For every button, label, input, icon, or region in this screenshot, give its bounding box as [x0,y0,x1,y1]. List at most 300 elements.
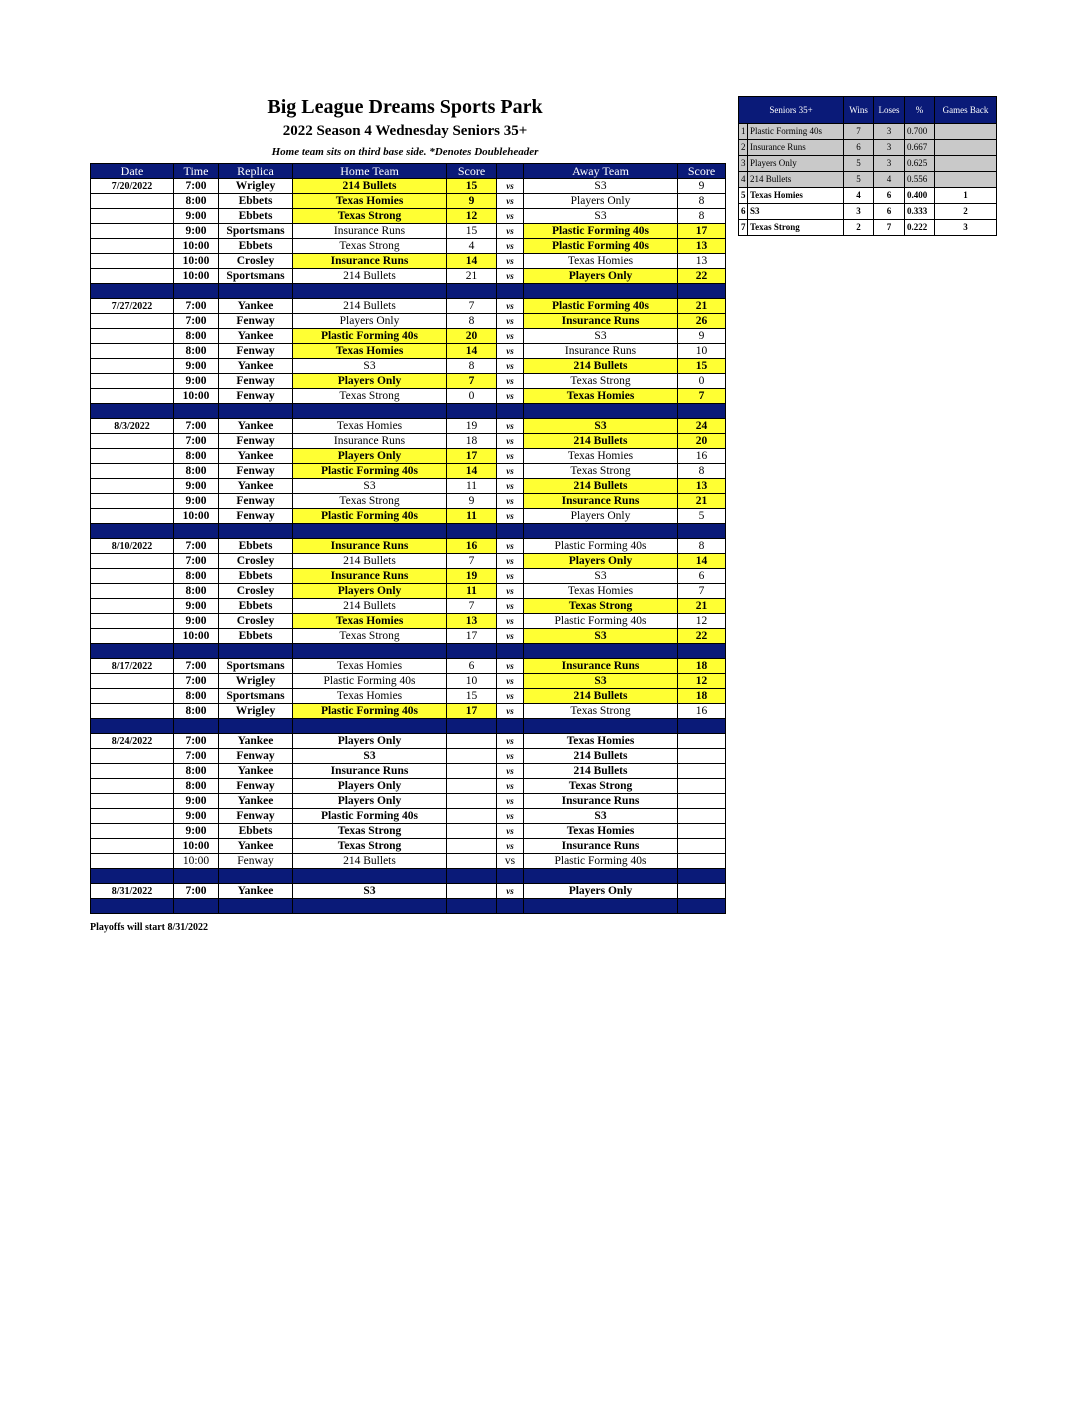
game-date [91,824,174,839]
game-date [91,809,174,824]
game-date [91,374,174,389]
game-date [91,239,174,254]
home-team: Players Only [293,374,447,389]
separator-cell [678,719,726,734]
game-field: Fenway [219,434,293,449]
home-score: 4 [447,239,497,254]
week-separator [91,644,726,659]
standings-wins: 3 [844,204,874,220]
game-time: 10:00 [174,269,219,284]
away-score: 10 [678,344,726,359]
home-team: Insurance Runs [293,224,447,239]
home-score: 11 [447,584,497,599]
standings-col-games-back: Games Back [935,97,997,124]
separator-cell [678,644,726,659]
home-team: Plastic Forming 40s [293,464,447,479]
away-team: Players Only [524,884,678,899]
schedule-row [91,584,726,599]
game-date [91,599,174,614]
away-team: S3 [524,419,678,434]
standings-loses: 6 [874,204,905,220]
schedule-row [91,419,726,434]
separator-cell [293,869,447,884]
vs-label: vs [497,794,524,809]
standings-col-division: Seniors 35+ [739,97,844,124]
home-team: Texas Strong [293,824,447,839]
vs-label: vs [497,494,524,509]
game-field: Wrigley [219,704,293,719]
standings-col-wins: Wins [844,97,874,124]
vs-label: vs [497,659,524,674]
game-date [91,509,174,524]
game-date [91,464,174,479]
away-team: Texas Homies [524,449,678,464]
away-score: 12 [678,674,726,689]
vs-label: vs [497,599,524,614]
away-team: Players Only [524,194,678,209]
separator-cell [91,404,174,419]
game-time: 10:00 [174,629,219,644]
away-team: Players Only [524,554,678,569]
standings-team: S3 [748,204,844,220]
game-field: Yankee [219,479,293,494]
separator-cell [219,404,293,419]
standings-table [738,96,997,236]
vs-label: vs [497,449,524,464]
game-field: Yankee [219,764,293,779]
home-score [447,794,497,809]
game-date [91,434,174,449]
schedule-row [91,509,726,524]
separator-cell [219,524,293,539]
home-team: S3 [293,359,447,374]
vs-label: vs [497,254,524,269]
home-team: Insurance Runs [293,434,447,449]
home-score: 0 [447,389,497,404]
schedule-row [91,254,726,269]
game-field: Sportsmans [219,689,293,704]
away-team: Plastic Forming 40s [524,299,678,314]
standings-team: Insurance Runs [748,140,844,156]
standings-rank: 3 [739,156,748,172]
game-time: 9:00 [174,614,219,629]
away-score: 21 [678,599,726,614]
away-score: 13 [678,479,726,494]
away-score: 8 [678,194,726,209]
separator-cell [219,284,293,299]
separator-cell [678,899,726,914]
away-score [678,824,726,839]
schedule-row [91,704,726,719]
game-time: 9:00 [174,794,219,809]
separator-cell [524,899,678,914]
separator-cell [678,869,726,884]
home-team: Players Only [293,314,447,329]
away-team: Texas Homies [524,734,678,749]
away-team: Texas Homies [524,824,678,839]
game-field: Ebbets [219,629,293,644]
game-field: Yankee [219,734,293,749]
game-time: 7:00 [174,299,219,314]
separator-cell [678,524,726,539]
away-team: 214 Bullets [524,359,678,374]
standings-col-pct: % [905,97,935,124]
away-score: 21 [678,299,726,314]
vs-label: vs [497,509,524,524]
standings-team: Players Only [748,156,844,172]
separator-cell [219,869,293,884]
vs-label: vs [497,749,524,764]
home-team: Texas Homies [293,419,447,434]
game-time: 7:00 [174,674,219,689]
week-separator [91,869,726,884]
game-time: 8:00 [174,449,219,464]
away-team: Insurance Runs [524,794,678,809]
game-time: 8:00 [174,764,219,779]
home-score: 16 [447,539,497,554]
game-date [91,479,174,494]
standings-loses: 3 [874,140,905,156]
home-score [447,749,497,764]
away-team: S3 [524,569,678,584]
standings-pct: 0.556 [905,172,935,188]
game-time: 8:00 [174,779,219,794]
away-team: Plastic Forming 40s [524,239,678,254]
game-time: 9:00 [174,809,219,824]
schedule-row [91,359,726,374]
col-vs [497,164,524,179]
away-score: 7 [678,389,726,404]
home-score: 7 [447,599,497,614]
standings-games-back [935,156,997,172]
game-time: 8:00 [174,569,219,584]
schedule-row [91,569,726,584]
away-score: 7 [678,584,726,599]
schedule-row [91,269,726,284]
game-date [91,389,174,404]
vs-label: vs [497,434,524,449]
away-score: 16 [678,704,726,719]
away-score: 13 [678,239,726,254]
col-home-score: Score [447,164,497,179]
standings-team: Plastic Forming 40s [748,124,844,140]
schedule-header-row [91,164,726,179]
game-time: 7:00 [174,734,219,749]
vs-label: vs [497,269,524,284]
away-team: Plastic Forming 40s [524,614,678,629]
schedule-row [91,629,726,644]
standings-games-back [935,124,997,140]
away-score: 18 [678,689,726,704]
schedule-row [91,209,726,224]
game-date: 8/10/2022 [91,539,174,554]
game-date [91,839,174,854]
away-score: 20 [678,434,726,449]
game-date [91,314,174,329]
home-team: Plastic Forming 40s [293,329,447,344]
away-team: Insurance Runs [524,659,678,674]
vs-label: vs [497,629,524,644]
home-score: 9 [447,494,497,509]
game-date [91,629,174,644]
separator-cell [91,719,174,734]
standings-row [739,156,997,172]
separator-cell [91,644,174,659]
home-score: 18 [447,434,497,449]
schedule-row [91,374,726,389]
standings-wins: 7 [844,124,874,140]
separator-cell [174,899,219,914]
separator-cell [524,524,678,539]
standings-rank: 5 [739,188,748,204]
vs-label: vs [497,419,524,434]
vs-label: vs [497,209,524,224]
game-date [91,554,174,569]
home-team: Texas Strong [293,494,447,509]
vs-label: vs [497,854,524,869]
schedule-row [91,194,726,209]
vs-label: vs [497,839,524,854]
vs-label: vs [497,884,524,899]
away-team: Texas Strong [524,464,678,479]
game-time: 9:00 [174,374,219,389]
game-time: 9:00 [174,824,219,839]
away-score [678,854,726,869]
game-time: 9:00 [174,209,219,224]
vs-label: vs [497,329,524,344]
home-score: 17 [447,449,497,464]
separator-cell [293,899,447,914]
separator-cell [447,524,497,539]
standings-row [739,188,997,204]
away-team: Texas Homies [524,254,678,269]
schedule-row [91,434,726,449]
home-score: 15 [447,179,497,194]
week-separator [91,899,726,914]
vs-label: vs [497,689,524,704]
schedule-row [91,839,726,854]
away-score: 12 [678,614,726,629]
home-team: S3 [293,884,447,899]
standings-team: 214 Bullets [748,172,844,188]
separator-cell [293,644,447,659]
standings-wins: 5 [844,156,874,172]
home-score: 17 [447,629,497,644]
separator-cell [293,284,447,299]
game-time: 8:00 [174,689,219,704]
schedule-row [91,854,726,869]
game-field: Crosley [219,254,293,269]
home-score: 8 [447,314,497,329]
standings-wins: 6 [844,140,874,156]
home-team: Plastic Forming 40s [293,809,447,824]
week-separator [91,719,726,734]
home-score [447,824,497,839]
away-team: Players Only [524,269,678,284]
home-team: Players Only [293,449,447,464]
home-score: 14 [447,464,497,479]
schedule-row [91,824,726,839]
home-team: Texas Homies [293,659,447,674]
home-team: Plastic Forming 40s [293,509,447,524]
game-time: 8:00 [174,464,219,479]
standings-loses: 3 [874,156,905,172]
away-score: 14 [678,554,726,569]
away-team: Texas Homies [524,584,678,599]
away-score [678,764,726,779]
game-field: Wrigley [219,179,293,194]
separator-cell [447,719,497,734]
schedule-row [91,299,726,314]
game-date [91,854,174,869]
separator-cell [524,719,678,734]
standings-pct: 0.700 [905,124,935,140]
home-team: Texas Homies [293,689,447,704]
away-score: 5 [678,509,726,524]
game-time: 10:00 [174,839,219,854]
home-team: 214 Bullets [293,299,447,314]
vs-label: vs [497,479,524,494]
game-time: 9:00 [174,494,219,509]
game-field: Sportsmans [219,659,293,674]
away-score: 15 [678,359,726,374]
game-field: Fenway [219,779,293,794]
game-date [91,359,174,374]
home-team: Texas Strong [293,629,447,644]
home-team: Texas Homies [293,344,447,359]
separator-cell [447,899,497,914]
home-score [447,734,497,749]
separator-cell [447,404,497,419]
home-team: Texas Homies [293,194,447,209]
game-field: Crosley [219,584,293,599]
home-score: 21 [447,269,497,284]
home-team: Insurance Runs [293,569,447,584]
schedule-row [91,329,726,344]
home-team: Plastic Forming 40s [293,704,447,719]
home-score: 13 [447,614,497,629]
schedule-row [91,554,726,569]
game-date [91,449,174,464]
home-team: Players Only [293,779,447,794]
game-date [91,344,174,359]
separator-cell [447,644,497,659]
home-team: Plastic Forming 40s [293,674,447,689]
home-score: 7 [447,554,497,569]
vs-label: vs [497,554,524,569]
schedule-row [91,494,726,509]
game-time: 7:00 [174,884,219,899]
standings-games-back: 2 [935,204,997,220]
standings-team: Texas Strong [748,220,844,236]
page-subtitle: 2022 Season 4 Wednesday Seniors 35+ [282,123,528,139]
game-time: 9:00 [174,224,219,239]
game-date: 8/24/2022 [91,734,174,749]
separator-cell [678,284,726,299]
game-date [91,749,174,764]
standings-pct: 0.400 [905,188,935,204]
separator-cell [497,719,524,734]
game-field: Fenway [219,494,293,509]
standings-row [739,124,997,140]
schedule-row [91,224,726,239]
schedule-row [91,599,726,614]
page-title: Big League Dreams Sports Park [267,96,543,118]
away-team: Plastic Forming 40s [524,224,678,239]
away-team: Insurance Runs [524,494,678,509]
game-field: Fenway [219,314,293,329]
home-score: 14 [447,344,497,359]
home-score [447,809,497,824]
standings-row [739,204,997,220]
game-field: Yankee [219,839,293,854]
game-field: Crosley [219,554,293,569]
schedule-row [91,764,726,779]
vs-label: vs [497,344,524,359]
separator-cell [219,899,293,914]
game-field: Ebbets [219,194,293,209]
home-score: 20 [447,329,497,344]
away-score: 9 [678,179,726,194]
game-time: 9:00 [174,359,219,374]
vs-label: vs [497,299,524,314]
game-date [91,764,174,779]
home-score: 15 [447,224,497,239]
away-score: 26 [678,314,726,329]
vs-label: vs [497,584,524,599]
game-field: Fenway [219,854,293,869]
game-date [91,194,174,209]
game-time: 7:00 [174,749,219,764]
vs-label: vs [497,824,524,839]
game-time: 10:00 [174,389,219,404]
game-time: 8:00 [174,194,219,209]
standings-pct: 0.222 [905,220,935,236]
game-date [91,689,174,704]
home-score: 9 [447,194,497,209]
vs-label: vs [497,239,524,254]
game-time: 7:00 [174,659,219,674]
home-team: Insurance Runs [293,764,447,779]
vs-label: vs [497,464,524,479]
game-date [91,614,174,629]
game-field: Yankee [219,449,293,464]
schedule-row [91,389,726,404]
game-field: Ebbets [219,824,293,839]
standings-games-back: 3 [935,220,997,236]
col-replica: Replica [219,164,293,179]
away-team: Texas Homies [524,389,678,404]
away-team: Insurance Runs [524,314,678,329]
separator-cell [497,284,524,299]
game-field: Yankee [219,329,293,344]
home-score: 12 [447,209,497,224]
home-team: Texas Homies [293,614,447,629]
game-field: Ebbets [219,209,293,224]
game-field: Yankee [219,359,293,374]
game-date: 8/3/2022 [91,419,174,434]
game-date: 7/20/2022 [91,179,174,194]
standings-wins: 5 [844,172,874,188]
separator-cell [91,524,174,539]
schedule-row [91,749,726,764]
home-team: Texas Strong [293,839,447,854]
standings-rank: 6 [739,204,748,220]
away-team: Plastic Forming 40s [524,539,678,554]
standings-wins: 2 [844,220,874,236]
away-team: Insurance Runs [524,344,678,359]
game-field: Fenway [219,749,293,764]
